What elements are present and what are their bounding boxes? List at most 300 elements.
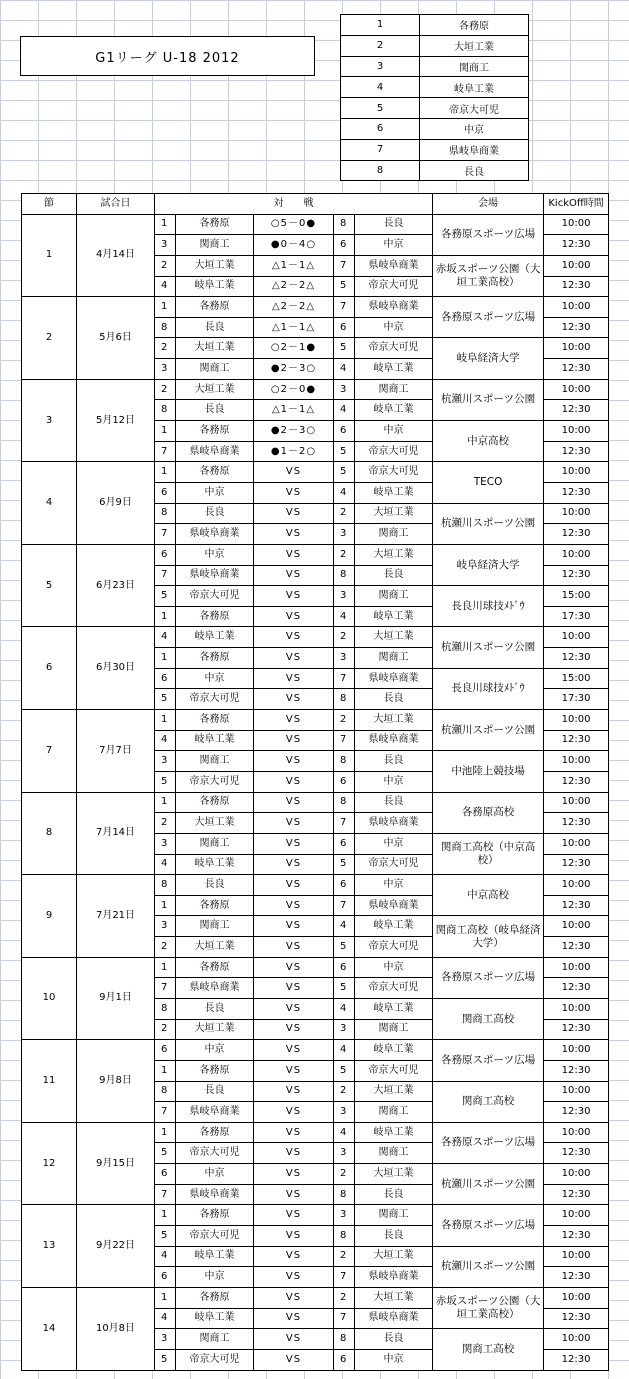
away-team-name: 帝京大可児 [355, 441, 433, 462]
team-name: 各務原 [420, 15, 529, 36]
home-team-number: 1 [155, 1060, 176, 1081]
match-row [22, 544, 609, 565]
header-match: 対 戦 [155, 194, 433, 215]
match-result: ○2－0● [254, 379, 334, 400]
venue-name: 杭瀬川スポーツ公園 [433, 1164, 544, 1205]
away-team-name: 長良 [355, 792, 433, 813]
team-number: 6 [341, 118, 420, 139]
home-team-number: 1 [155, 1205, 176, 1226]
home-team-number: 5 [155, 1226, 176, 1247]
kickoff-time: 10:00 [544, 751, 609, 772]
home-team-name: 各務原 [176, 710, 254, 731]
kickoff-time: 10:00 [544, 792, 609, 813]
home-team-name: 関商工 [176, 751, 254, 772]
away-team-name: 県岐阜商業 [355, 668, 433, 689]
away-team-name: 長良 [355, 1329, 433, 1350]
away-team-name: 帝京大可児 [355, 462, 433, 483]
kickoff-time: 12:30 [544, 235, 609, 256]
away-team-name: 関商工 [355, 379, 433, 400]
kickoff-time: 12:30 [544, 1349, 609, 1370]
team-name: 関商工 [420, 56, 529, 77]
away-team-name: 長良 [355, 1184, 433, 1205]
kickoff-time: 10:00 [544, 1164, 609, 1185]
home-team-name: 帝京大可児 [176, 771, 254, 792]
venue-name: 中池陸上競技場 [433, 751, 544, 792]
away-team-name: 県岐阜商業 [355, 730, 433, 751]
home-team-name: 長良 [176, 1081, 254, 1102]
round-number: 9 [22, 875, 77, 958]
away-team-number: 4 [334, 1040, 355, 1061]
venue-name: 杭瀬川スポーツ公園 [433, 503, 544, 544]
venue-name: 各務原スポーツ広場 [433, 1205, 544, 1246]
away-team-name: 大垣工業 [355, 544, 433, 565]
match-result: △2－2△ [254, 276, 334, 297]
match-date: 9月22日 [77, 1205, 155, 1288]
match-date: 9月1日 [77, 957, 155, 1040]
home-team-number: 4 [155, 854, 176, 875]
away-team-name: 県岐阜商業 [355, 297, 433, 318]
home-team-name: 帝京大可児 [176, 689, 254, 710]
away-team-name: 関商工 [355, 1019, 433, 1040]
kickoff-time: 12:30 [544, 1143, 609, 1164]
away-team-name: 長良 [355, 1226, 433, 1247]
home-team-number: 2 [155, 813, 176, 834]
venue-name: 各務原スポーツ広場 [433, 1122, 544, 1163]
team-number: 4 [341, 77, 420, 98]
away-team-number: 7 [334, 1267, 355, 1288]
home-team-name: 関商工 [176, 833, 254, 854]
team-name: 県岐阜商業 [420, 139, 529, 160]
team-number: 2 [341, 35, 420, 56]
match-result: VS [254, 627, 334, 648]
team-number: 7 [341, 139, 420, 160]
page-title: G1リーグ U-18 2012 [20, 36, 315, 76]
match-result: VS [254, 524, 334, 545]
match-result: VS [254, 1329, 334, 1350]
home-team-number: 4 [155, 627, 176, 648]
team-row [341, 139, 529, 160]
home-team-number: 6 [155, 544, 176, 565]
away-team-name: 岐阜工業 [355, 1122, 433, 1143]
match-result: ○2－1● [254, 338, 334, 359]
away-team-number: 7 [334, 730, 355, 751]
away-team-number: 4 [334, 606, 355, 627]
venue-name: 赤坂スポーツ公園（大垣工業高校） [433, 1287, 544, 1328]
header-round: 節 [22, 194, 77, 215]
round-number: 13 [22, 1205, 77, 1288]
match-result: VS [254, 710, 334, 731]
away-team-number: 8 [334, 1329, 355, 1350]
match-result: VS [254, 1143, 334, 1164]
kickoff-time: 10:00 [544, 957, 609, 978]
match-result: VS [254, 565, 334, 586]
kickoff-time: 12:30 [544, 648, 609, 669]
home-team-name: 帝京大可児 [176, 1349, 254, 1370]
match-result: VS [254, 668, 334, 689]
match-date: 5月12日 [77, 379, 155, 462]
kickoff-time: 10:00 [544, 297, 609, 318]
home-team-number: 8 [155, 400, 176, 421]
home-team-name: 各務原 [176, 606, 254, 627]
round-number: 6 [22, 627, 77, 710]
round-number: 11 [22, 1040, 77, 1123]
match-result: VS [254, 1246, 334, 1267]
match-row [22, 1040, 609, 1061]
away-team-name: 大垣工業 [355, 1287, 433, 1308]
kickoff-time: 12:30 [544, 1184, 609, 1205]
away-team-number: 7 [334, 297, 355, 318]
match-result: VS [254, 503, 334, 524]
kickoff-time: 17:30 [544, 689, 609, 710]
away-team-number: 6 [334, 235, 355, 256]
away-team-number: 3 [334, 1102, 355, 1123]
away-team-name: 関商工 [355, 648, 433, 669]
kickoff-time: 15:00 [544, 586, 609, 607]
team-row [341, 160, 529, 181]
away-team-name: 中京 [355, 1349, 433, 1370]
away-team-name: 中京 [355, 875, 433, 896]
match-result: VS [254, 1081, 334, 1102]
match-row [22, 214, 609, 235]
header-venue: 会場 [433, 194, 544, 215]
match-result: VS [254, 833, 334, 854]
team-name: 大垣工業 [420, 35, 529, 56]
away-team-number: 6 [334, 1349, 355, 1370]
match-result: △1－1△ [254, 255, 334, 276]
away-team-number: 4 [334, 482, 355, 503]
away-team-number: 3 [334, 648, 355, 669]
away-team-number: 6 [334, 421, 355, 442]
kickoff-time: 12:30 [544, 317, 609, 338]
team-row [341, 98, 529, 119]
away-team-number: 2 [334, 1287, 355, 1308]
away-team-name: 大垣工業 [355, 710, 433, 731]
away-team-number: 4 [334, 916, 355, 937]
match-result: VS [254, 1287, 334, 1308]
home-team-name: 大垣工業 [176, 255, 254, 276]
venue-name: 各務原スポーツ広場 [433, 957, 544, 998]
home-team-name: 大垣工業 [176, 1019, 254, 1040]
kickoff-time: 15:00 [544, 668, 609, 689]
kickoff-time: 10:00 [544, 1329, 609, 1350]
team-row [341, 77, 529, 98]
kickoff-time: 12:30 [544, 400, 609, 421]
kickoff-time: 10:00 [544, 833, 609, 854]
home-team-name: 中京 [176, 482, 254, 503]
away-team-number: 7 [334, 668, 355, 689]
home-team-name: 大垣工業 [176, 813, 254, 834]
away-team-number: 7 [334, 255, 355, 276]
away-team-number: 5 [334, 937, 355, 958]
match-result: VS [254, 1267, 334, 1288]
away-team-number: 3 [334, 1019, 355, 1040]
away-team-number: 2 [334, 1246, 355, 1267]
away-team-name: 帝京大可児 [355, 338, 433, 359]
away-team-name: 中京 [355, 235, 433, 256]
match-date: 7月21日 [77, 875, 155, 958]
away-team-number: 8 [334, 214, 355, 235]
kickoff-time: 10:00 [544, 710, 609, 731]
home-team-number: 7 [155, 524, 176, 545]
team-row [341, 56, 529, 77]
team-name: 長良 [420, 160, 529, 181]
match-row [22, 1287, 609, 1308]
home-team-number: 2 [155, 1019, 176, 1040]
away-team-name: 県岐阜商業 [355, 255, 433, 276]
match-row [22, 1122, 609, 1143]
match-row [22, 297, 609, 318]
match-result: ●2－3○ [254, 421, 334, 442]
match-result: VS [254, 792, 334, 813]
away-team-name: 大垣工業 [355, 1081, 433, 1102]
away-team-name: 関商工 [355, 1143, 433, 1164]
home-team-number: 4 [155, 1308, 176, 1329]
kickoff-time: 10:00 [544, 916, 609, 937]
match-result: VS [254, 895, 334, 916]
match-result: VS [254, 937, 334, 958]
away-team-name: 中京 [355, 957, 433, 978]
away-team-number: 5 [334, 338, 355, 359]
match-row [22, 462, 609, 483]
away-team-name: 岐阜工業 [355, 998, 433, 1019]
away-team-name: 関商工 [355, 524, 433, 545]
away-team-name: 帝京大可児 [355, 937, 433, 958]
away-team-number: 8 [334, 792, 355, 813]
match-result: VS [254, 1164, 334, 1185]
home-team-name: 中京 [176, 1267, 254, 1288]
home-team-name: 県岐阜商業 [176, 565, 254, 586]
away-team-name: 岐阜工業 [355, 916, 433, 937]
match-result: ●0－4○ [254, 235, 334, 256]
away-team-number: 2 [334, 627, 355, 648]
home-team-number: 1 [155, 957, 176, 978]
home-team-name: 岐阜工業 [176, 1246, 254, 1267]
away-team-name: 大垣工業 [355, 503, 433, 524]
match-result: VS [254, 1205, 334, 1226]
round-number: 4 [22, 462, 77, 545]
match-row [22, 1205, 609, 1226]
home-team-number: 1 [155, 648, 176, 669]
home-team-name: 関商工 [176, 235, 254, 256]
kickoff-time: 10:00 [544, 1205, 609, 1226]
match-result: VS [254, 1060, 334, 1081]
away-team-number: 6 [334, 875, 355, 896]
kickoff-time: 10:00 [544, 544, 609, 565]
home-team-number: 5 [155, 1349, 176, 1370]
match-result: VS [254, 1102, 334, 1123]
venue-name: 各務原スポーツ広場 [433, 214, 544, 255]
home-team-number: 6 [155, 1267, 176, 1288]
match-result: VS [254, 1349, 334, 1370]
home-team-name: 中京 [176, 668, 254, 689]
home-team-number: 3 [155, 1329, 176, 1350]
match-result: ●1－2○ [254, 441, 334, 462]
home-team-number: 4 [155, 1246, 176, 1267]
team-number: 3 [341, 56, 420, 77]
kickoff-time: 12:30 [544, 813, 609, 834]
home-team-number: 1 [155, 1122, 176, 1143]
kickoff-time: 10:00 [544, 503, 609, 524]
away-team-number: 7 [334, 813, 355, 834]
venue-name: 杭瀬川スポーツ公園 [433, 379, 544, 420]
team-name: 帝京大可児 [420, 98, 529, 119]
kickoff-time: 12:30 [544, 276, 609, 297]
away-team-number: 5 [334, 1060, 355, 1081]
venue-name: TECO [433, 462, 544, 503]
away-team-name: 中京 [355, 421, 433, 442]
kickoff-time: 12:30 [544, 854, 609, 875]
match-result: VS [254, 998, 334, 1019]
away-team-number: 3 [334, 524, 355, 545]
home-team-name: 各務原 [176, 1287, 254, 1308]
round-number: 8 [22, 792, 77, 875]
away-team-name: 岐阜工業 [355, 400, 433, 421]
match-result: △1－1△ [254, 317, 334, 338]
away-team-number: 3 [334, 586, 355, 607]
away-team-number: 5 [334, 462, 355, 483]
kickoff-time: 10:00 [544, 462, 609, 483]
home-team-name: 中京 [176, 544, 254, 565]
home-team-name: 県岐阜商業 [176, 1102, 254, 1123]
kickoff-time: 10:00 [544, 379, 609, 400]
home-team-number: 6 [155, 482, 176, 503]
away-team-name: 中京 [355, 317, 433, 338]
match-date: 6月30日 [77, 627, 155, 710]
home-team-name: 県岐阜商業 [176, 978, 254, 999]
kickoff-time: 12:30 [544, 359, 609, 380]
away-team-number: 4 [334, 998, 355, 1019]
home-team-name: 長良 [176, 998, 254, 1019]
venue-name: 杭瀬川スポーツ公園 [433, 1246, 544, 1287]
away-team-number: 3 [334, 1205, 355, 1226]
home-team-number: 3 [155, 359, 176, 380]
home-team-name: 岐阜工業 [176, 627, 254, 648]
home-team-number: 1 [155, 710, 176, 731]
match-result: VS [254, 1040, 334, 1061]
kickoff-time: 12:30 [544, 895, 609, 916]
match-result: VS [254, 813, 334, 834]
venue-name: 長良川球技ﾒﾄﾞｳ [433, 668, 544, 709]
home-team-name: 帝京大可児 [176, 1226, 254, 1247]
round-number: 2 [22, 297, 77, 380]
home-team-name: 各務原 [176, 214, 254, 235]
kickoff-time: 12:30 [544, 730, 609, 751]
kickoff-time: 10:00 [544, 1246, 609, 1267]
home-team-number: 8 [155, 998, 176, 1019]
round-number: 14 [22, 1287, 77, 1370]
home-team-name: 長良 [176, 400, 254, 421]
away-team-number: 5 [334, 854, 355, 875]
venue-name: 中京高校 [433, 875, 544, 916]
match-result: VS [254, 1184, 334, 1205]
home-team-number: 1 [155, 462, 176, 483]
away-team-name: 帝京大可児 [355, 978, 433, 999]
round-number: 7 [22, 710, 77, 793]
kickoff-time: 12:30 [544, 771, 609, 792]
match-result: VS [254, 544, 334, 565]
home-team-name: 関商工 [176, 1329, 254, 1350]
home-team-number: 1 [155, 606, 176, 627]
kickoff-time: 12:30 [544, 565, 609, 586]
home-team-name: 各務原 [176, 297, 254, 318]
away-team-number: 4 [334, 1122, 355, 1143]
away-team-name: 県岐阜商業 [355, 1267, 433, 1288]
venue-name: 関商工高校（岐阜経済大学） [433, 916, 544, 957]
match-row [22, 710, 609, 731]
home-team-name: 県岐阜商業 [176, 524, 254, 545]
away-team-number: 8 [334, 1184, 355, 1205]
match-result: VS [254, 462, 334, 483]
home-team-name: 岐阜工業 [176, 276, 254, 297]
away-team-number: 6 [334, 833, 355, 854]
match-result: VS [254, 854, 334, 875]
kickoff-time: 12:30 [544, 1019, 609, 1040]
home-team-number: 7 [155, 978, 176, 999]
away-team-number: 7 [334, 1308, 355, 1329]
match-result: VS [254, 751, 334, 772]
team-row [341, 15, 529, 36]
kickoff-time: 10:00 [544, 875, 609, 896]
home-team-name: 各務原 [176, 462, 254, 483]
team-name: 岐阜工業 [420, 77, 529, 98]
team-number: 1 [341, 15, 420, 36]
home-team-number: 5 [155, 689, 176, 710]
kickoff-time: 10:00 [544, 1287, 609, 1308]
home-team-number: 6 [155, 668, 176, 689]
kickoff-time: 10:00 [544, 1040, 609, 1061]
away-team-number: 6 [334, 317, 355, 338]
away-team-name: 長良 [355, 689, 433, 710]
home-team-name: 中京 [176, 1164, 254, 1185]
venue-name: 長良川球技ﾒﾄﾞｳ [433, 586, 544, 627]
away-team-name: 長良 [355, 751, 433, 772]
away-team-number: 3 [334, 1143, 355, 1164]
home-team-name: 各務原 [176, 792, 254, 813]
home-team-number: 8 [155, 317, 176, 338]
venue-name: 岐阜経済大学 [433, 338, 544, 379]
kickoff-time: 10:00 [544, 1122, 609, 1143]
home-team-number: 1 [155, 895, 176, 916]
match-date: 4月14日 [77, 214, 155, 297]
home-team-number: 5 [155, 1143, 176, 1164]
kickoff-time: 10:00 [544, 1081, 609, 1102]
home-team-number: 4 [155, 276, 176, 297]
kickoff-time: 12:30 [544, 1267, 609, 1288]
home-team-number: 8 [155, 503, 176, 524]
kickoff-time: 10:00 [544, 255, 609, 276]
round-number: 3 [22, 379, 77, 462]
venue-name: 各務原高校 [433, 792, 544, 833]
match-result: VS [254, 1308, 334, 1329]
venue-name: 関商工高校 [433, 1081, 544, 1122]
home-team-name: 各務原 [176, 421, 254, 442]
away-team-number: 2 [334, 503, 355, 524]
kickoff-time: 12:30 [544, 441, 609, 462]
home-team-name: 関商工 [176, 916, 254, 937]
away-team-name: 中京 [355, 833, 433, 854]
away-team-number: 2 [334, 1164, 355, 1185]
away-team-number: 5 [334, 978, 355, 999]
match-result: VS [254, 957, 334, 978]
away-team-name: 長良 [355, 214, 433, 235]
kickoff-time: 17:30 [544, 606, 609, 627]
home-team-number: 3 [155, 235, 176, 256]
home-team-number: 2 [155, 338, 176, 359]
kickoff-time: 12:30 [544, 1226, 609, 1247]
match-result: VS [254, 1019, 334, 1040]
away-team-number: 8 [334, 751, 355, 772]
away-team-name: 岐阜工業 [355, 1040, 433, 1061]
